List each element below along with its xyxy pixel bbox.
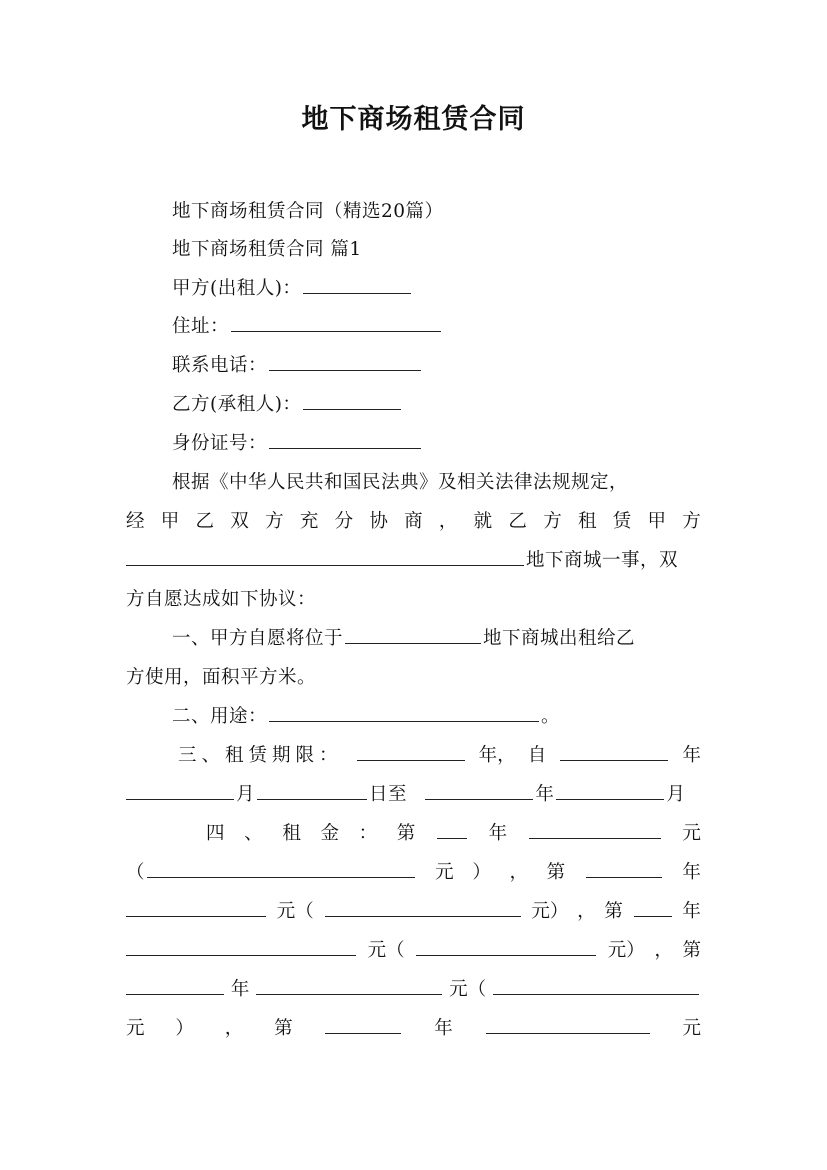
phone-line <box>172 352 423 380</box>
clause-4-yuan-close: 元） <box>607 940 645 961</box>
clause-4-di: 第 <box>604 901 623 922</box>
phone-label: 联系电话： <box>172 355 268 376</box>
close-paren: ） <box>175 1018 194 1039</box>
clause-4-line-1 <box>206 820 701 848</box>
clause-4-year-no-blank <box>126 977 224 995</box>
clause-4-di: 第 <box>396 823 416 844</box>
document-title: 地下商场租赁合同 <box>301 104 526 135</box>
clause-3-from: 自 <box>527 745 547 766</box>
clause-2-purpose-blank <box>269 704 539 722</box>
clause-4-paren-group <box>126 859 417 887</box>
clause-4-yuan-open: 元（ <box>449 979 487 1000</box>
clause-1-text-a: 一、甲方自愿将位于 <box>172 628 344 649</box>
clause-4-amount-blank <box>126 938 356 956</box>
intro-line-2-char: 乙 <box>508 511 527 532</box>
clause-4-line-3 <box>126 898 701 926</box>
intro-line-2-char: 充 <box>299 511 319 532</box>
clause-4-nian: 年 <box>682 862 701 883</box>
party-b-blank <box>303 392 401 410</box>
clause-4-char: 金 <box>320 823 339 844</box>
subtitle: 地下商场租赁合同（精选20篇） <box>172 201 444 222</box>
clause-4-line-2 <box>126 859 701 887</box>
clause-4-char: 、 <box>244 823 263 844</box>
intro-line-2-char: 经 <box>126 511 145 532</box>
clause-2-period: 。 <box>541 706 561 727</box>
clause-4-nian: 年 <box>434 1018 453 1039</box>
address-line <box>172 313 443 341</box>
part-heading: 地下商场租赁合同 篇1 <box>172 239 362 260</box>
comma: ， <box>224 1018 244 1039</box>
open-paren: （ <box>126 862 145 883</box>
clause-4-yuan: 元 <box>435 862 454 883</box>
intro-line-2 <box>126 508 701 536</box>
clause-4-char: 租 <box>282 823 301 844</box>
intro-line-3-text: 地下商城一事，双 <box>526 550 679 571</box>
intro-line-2-char: 方 <box>543 511 562 532</box>
clause-4-amount-words-blank <box>493 977 699 995</box>
clause-4-amount-blank <box>529 821 661 839</box>
comma: ， <box>577 901 596 922</box>
clause-4-char: ： <box>358 823 378 844</box>
clause-4-amount-blank <box>486 1016 650 1034</box>
clause-4-nian: 年 <box>230 979 250 1000</box>
clause-4-year-no-blank <box>586 860 662 878</box>
clause-4-di: 第 <box>274 1018 293 1039</box>
intro-line-2-char: 乙 <box>195 511 215 532</box>
intro-line-4: 方自愿达成如下协议： <box>126 589 317 610</box>
clause-3-end-year-blank <box>425 782 533 800</box>
clause-4-year-no-blank <box>325 1016 401 1034</box>
clause-3-years-blank <box>357 743 465 761</box>
clause-4-amount-words-blank <box>325 899 521 917</box>
clause-1-location-blank <box>345 626 481 644</box>
clause-3-start-year-unit: 年 <box>682 745 701 766</box>
clause-1-text-b: 地下商城出租给乙 <box>483 628 636 649</box>
id-blank <box>269 431 421 449</box>
clause-4-amount-words-blank <box>147 860 415 878</box>
clause-1-line-1 <box>172 625 635 653</box>
clause-4-nian: 年 <box>488 823 508 844</box>
party-b-line <box>172 391 403 419</box>
clause-4-line-4 <box>126 937 701 965</box>
intro-line-2-char: 分 <box>334 511 354 532</box>
clause-2-line <box>172 703 560 731</box>
clause-3-year-unit: 年， <box>478 745 516 766</box>
clause-3-month-unit: 月 <box>236 784 256 805</box>
clause-3-line-1 <box>178 742 701 770</box>
clause-4-amount-blank <box>256 977 442 995</box>
comma: ， <box>509 862 528 883</box>
comma: ， <box>654 940 673 961</box>
clause-4-di: 第 <box>546 862 566 883</box>
intro-line-2-char: 甲 <box>647 511 666 532</box>
intro-line-1: 根据《中华人民共和国民法典》及相关法律法规规定， <box>172 472 629 493</box>
clause-4-di: 第 <box>682 940 701 961</box>
id-line <box>172 430 423 458</box>
intro-line-2-char: 赁 <box>612 511 632 532</box>
party-a-label: 甲方(出租人)： <box>172 278 302 299</box>
intro-line-2-char: 甲 <box>160 511 180 532</box>
clause-3-start-year-blank <box>560 743 668 761</box>
phone-blank <box>269 353 421 371</box>
clause-4-yuan-open: 元（ <box>276 901 314 922</box>
clause-4-yuan-open: 元（ <box>367 940 405 961</box>
party-a-blank <box>303 276 411 294</box>
clause-3-start-month-blank <box>126 782 234 800</box>
clause-1-line-2: 方使用，面积平方米。 <box>126 667 317 688</box>
clause-3-start-day-blank <box>257 782 367 800</box>
close-paren: ） <box>472 862 491 883</box>
clause-2-label: 二、用途： <box>172 706 268 727</box>
clause-4-yuan: 元 <box>126 1018 145 1039</box>
clause-4-yuan-close: 元） <box>531 901 569 922</box>
clause-4-line-6 <box>126 1015 701 1043</box>
party-a-line <box>172 275 413 303</box>
intro-line-2-char: 方 <box>682 511 701 532</box>
leased-location-blank <box>126 548 524 566</box>
clause-4-yuan: 元 <box>682 1018 701 1039</box>
clause-3-end-year-unit: 年 <box>535 784 555 805</box>
intro-line-2-char: 方 <box>265 511 284 532</box>
intro-line-2-char: 双 <box>230 511 249 532</box>
clause-3-label: 三、租赁期限： <box>178 745 343 766</box>
clause-4-amount-blank <box>126 899 266 917</box>
intro-line-2-char: 租 <box>577 511 597 532</box>
intro-line-2-char: ， <box>438 511 458 532</box>
id-label: 身份证号： <box>172 433 268 454</box>
intro-line-2-char: 商 <box>404 511 423 532</box>
clause-4-char: 四 <box>206 823 225 844</box>
clause-3-end-month-blank <box>556 782 664 800</box>
clause-4-year-no-blank <box>437 821 467 839</box>
clause-3-line-2 <box>126 781 685 809</box>
address-blank <box>231 314 441 332</box>
clause-4-amount-words-blank <box>416 938 596 956</box>
clause-3-day-to: 日至 <box>369 784 408 805</box>
clause-4-line-5 <box>126 976 701 1004</box>
intro-line-2-char: 协 <box>369 511 388 532</box>
clause-3-end-month-unit: 月 <box>666 784 686 805</box>
clause-4-yuan: 元 <box>682 823 701 844</box>
clause-4-nian: 年 <box>682 901 701 922</box>
party-b-label: 乙方(承租人)： <box>172 394 302 415</box>
clause-4-year-no-blank <box>634 899 672 917</box>
intro-line-3 <box>126 547 678 575</box>
intro-line-2-char: 就 <box>473 511 493 532</box>
address-label: 住址： <box>172 316 230 337</box>
